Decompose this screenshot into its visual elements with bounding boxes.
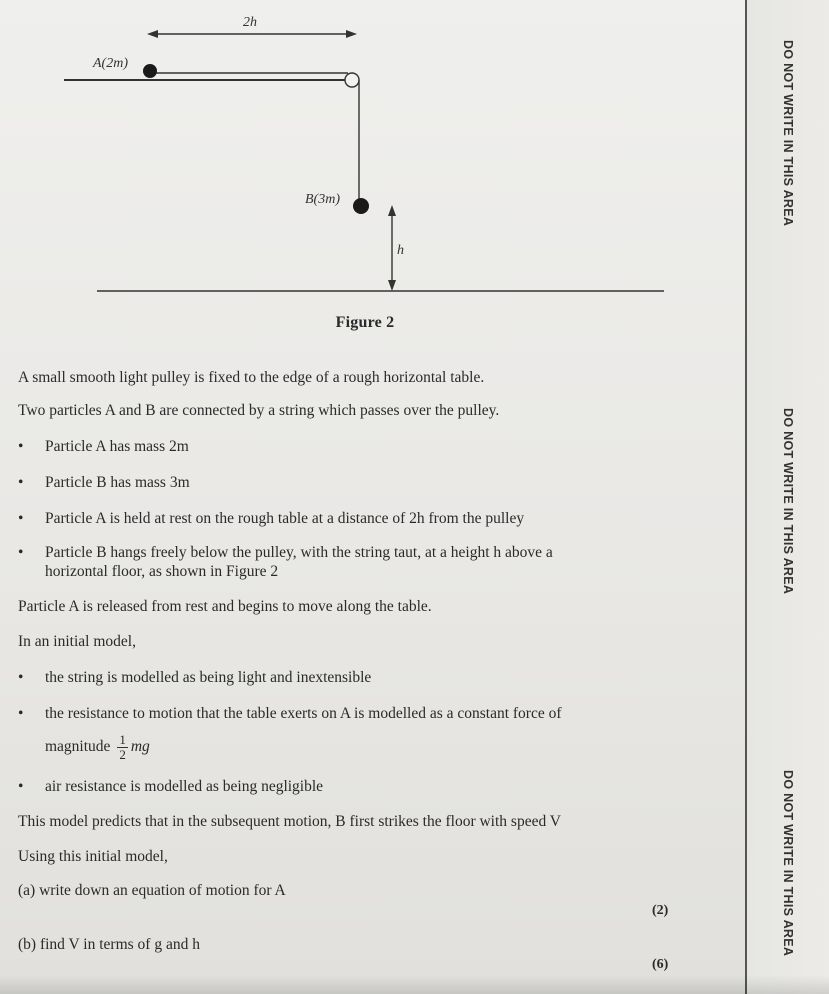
prediction-line: This model predicts that in the subsequent motion, B first strikes the floor with speed V [18, 813, 561, 830]
fraction-numerator: 1 [119, 731, 126, 747]
question-part-a: (a) write down an equation of motion for A [18, 882, 286, 899]
bullet-string-model: • the string is modelled as being light and inextensible [45, 669, 371, 687]
particle-a-label: A(2m) [93, 56, 128, 71]
particle-a [143, 64, 157, 78]
marks-part-b: (6) [652, 957, 669, 972]
fraction-denominator: 2 [119, 746, 126, 762]
marks-part-a: (2) [652, 903, 669, 918]
intro-line-1: A small smooth light pulley is fixed to the edge of a rough horizontal table. [18, 369, 485, 386]
distance-arrow-left-head [147, 30, 158, 38]
particle-b-label: B(3m) [305, 192, 340, 207]
bullet-resistance: • the resistance to motion that the table exerts on A is modelled as a constant force of [45, 705, 562, 723]
bullet-air-resistance: • air resistance is modelled as being negligible [45, 778, 323, 796]
intro-line-2: Two particles A and B are connected by a string which passes over the pulley. [18, 402, 500, 419]
margin-warning-2: DO NOT WRITE IN THIS AREA [781, 408, 795, 595]
height-label: h [397, 243, 404, 258]
height-arrow-bottom-head [388, 280, 396, 291]
distance-arrow-right-head [346, 30, 357, 38]
margin-warning-1: DO NOT WRITE IN THIS AREA [781, 40, 795, 227]
page-bottom-shadow [0, 975, 829, 994]
figure-2-diagram [0, 0, 740, 310]
magnitude-word: magnitude [45, 738, 111, 755]
particle-b [353, 198, 369, 214]
bullet-mass-a: • Particle A has mass 2m [45, 438, 189, 456]
fraction-one-half [117, 733, 128, 762]
margin-warning-3: DO NOT WRITE IN THIS AREA [781, 770, 795, 957]
bullet-hangs-freely: • Particle B hangs freely below the pulley, with the string taut, at a height h above a [45, 544, 553, 562]
bullet-held-rest: • Particle A is held at rest on the rough table at a distance of 2h from the pulley [45, 510, 524, 528]
figure-caption: Figure 2 [335, 314, 395, 331]
bullet-mass-b: • Particle B has mass 3m [45, 474, 190, 492]
bullet-hangs-freely-cont: horizontal floor, as shown in Figure 2 [45, 563, 279, 580]
fraction-tail-mg: mg [130, 738, 150, 755]
question-part-b: (b) find V in terms of g and h [18, 936, 200, 953]
resistance-magnitude-line [45, 728, 150, 766]
pulley [345, 73, 359, 87]
initial-model-line: In an initial model, [18, 633, 136, 650]
do-not-write-margin [745, 0, 829, 994]
release-line: Particle A is released from rest and begins to move along the table. [18, 598, 432, 615]
using-model-line: Using this initial model, [18, 848, 168, 865]
distance-label: 2h [243, 15, 257, 30]
height-arrow-top-head [388, 205, 396, 216]
